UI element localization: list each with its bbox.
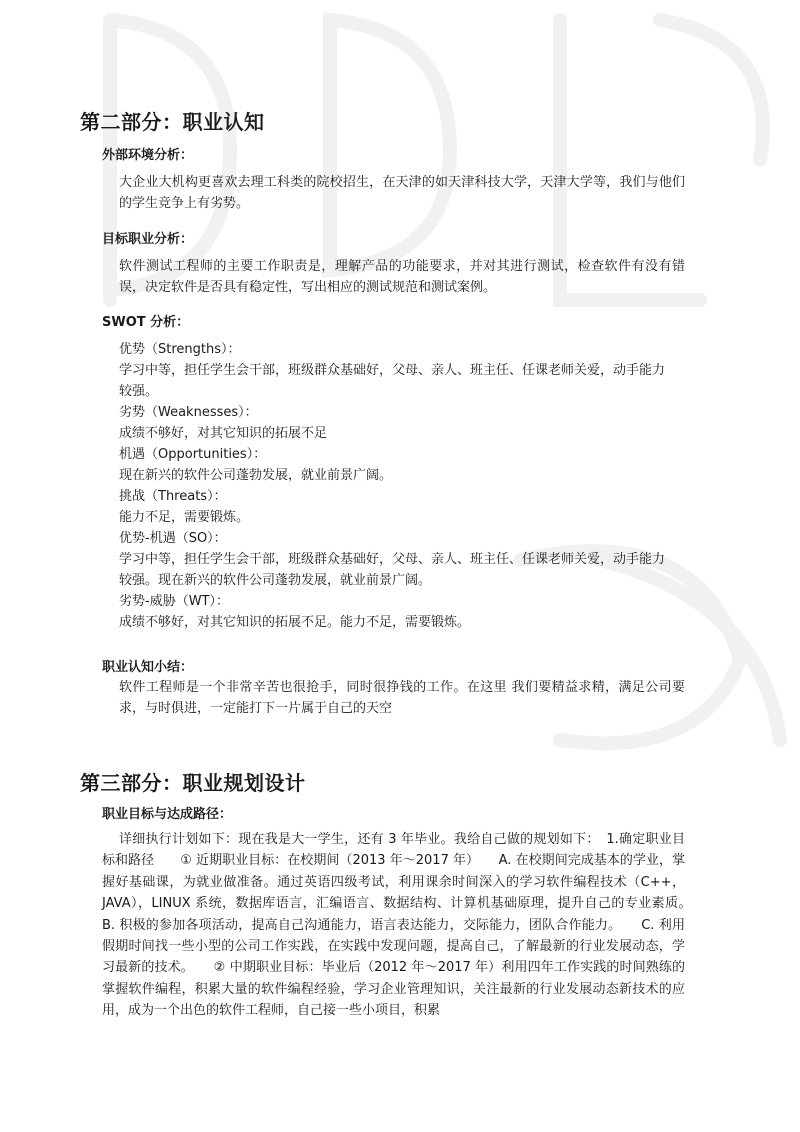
swot-line: 成绩不够好，对其它知识的拓展不足 bbox=[119, 426, 328, 441]
swot-line: 机遇（Opportunities）： bbox=[119, 447, 267, 462]
swot-line: 优势-机遇（SO）： bbox=[119, 531, 227, 546]
part2-title: 第二部分：职业认知 bbox=[80, 110, 265, 134]
swot-line: 挑战（Threats）： bbox=[119, 489, 227, 504]
swot-line: 劣势（Weaknesses）： bbox=[119, 405, 258, 420]
swot-line: 成绩不够好，对其它知识的拓展不足。能力不足，需要锻炼。 bbox=[119, 615, 471, 630]
swot-line: 学习中等，担任学生会干部，班级群众基础好，父母、亲人、班主任、任课老师关爱，动手能力 bbox=[119, 552, 666, 567]
swot-line: 学习中等，担任学生会干部，班级群众基础好，父母、亲人、班主任、任课老师关爱，动手能力 bbox=[119, 363, 666, 378]
swot-line: 较强。 bbox=[119, 384, 159, 399]
swot-line: 能力不足，需要锻炼。 bbox=[119, 510, 250, 525]
part3-title: 第三部分：职业规划设计 bbox=[80, 771, 306, 795]
career-goal-text: 详细执行计划如下：现在我是大一学生，还有 3 年毕业。我给自己做的规划如下： 1.确定职业目标和路径 ① 近期职业目标：在校期间（2013 年～2017 年） A. 在校期间完成基本的学业，掌握好基础课，为就业做准备。通过英语四级考试，利用课余时间深入的学习软件编程技术（C++，JAVA），LINUX 系统，数据库语言，汇编语言、数据结构、计算机基础原理，提升自己的专业素质。 B. 积极的参加各项活动，提高自己沟通能力，语言表达能力，交际能力，团队合作能力。 C. 利用假期时间找一些小型的公司工作实践，在实践中发现问题，提高自己，了解最新的行业发展动态，学习最新的技术。 ② 中期职业目标：毕业后（2012 年～2017 年）利用四年工作实践的时间熟练的掌握软件编程，积累大量的软件编程经验，学习企业管理知识，关注最新的行业发展动态新技术的应用，成为一个出色的软件工程师，自己接一些小项目，积累 bbox=[102, 832, 712, 1019]
swot-line: 优势（Strengths）： bbox=[119, 342, 241, 357]
target-job-heading: 目标职业分析： bbox=[102, 232, 194, 247]
summary-heading: 职业认知小结： bbox=[102, 660, 194, 675]
swot-line: 现在新兴的软件公司蓬勃发展，就业前景广阔。 bbox=[119, 468, 393, 483]
external-analysis-heading: 外部环境分析： bbox=[102, 148, 194, 163]
swot-line: 较强。现在新兴的软件公司蓬勃发展，就业前景广阔。 bbox=[119, 573, 432, 588]
external-analysis-text: 大企业大机构更喜欢去理工科类的院校招生，在天津的如天津科技大学，天津大学等，我们与他们的学生竞争上有劣势。 bbox=[119, 175, 685, 211]
career-goal-heading: 职业目标与达成路径： bbox=[102, 807, 233, 822]
target-job-text: 软件测试工程师的主要工作职责是，理解产品的功能要求，并对其进行测试，检查软件有没有错误，决定软件是否具有稳定性，写出相应的测试规范和测试案例。 bbox=[119, 259, 685, 295]
summary-text: 软件工程师是一个非常辛苦也很抢手，同时很挣钱的工作。在这里 我们要精益求精，满足公司要求，与时俱进，一定能打下一片属于自己的天空 bbox=[119, 680, 685, 716]
swot-line: 劣势-威胁（WT）： bbox=[119, 594, 229, 609]
swot-heading: SWOT 分析： bbox=[102, 315, 190, 330]
